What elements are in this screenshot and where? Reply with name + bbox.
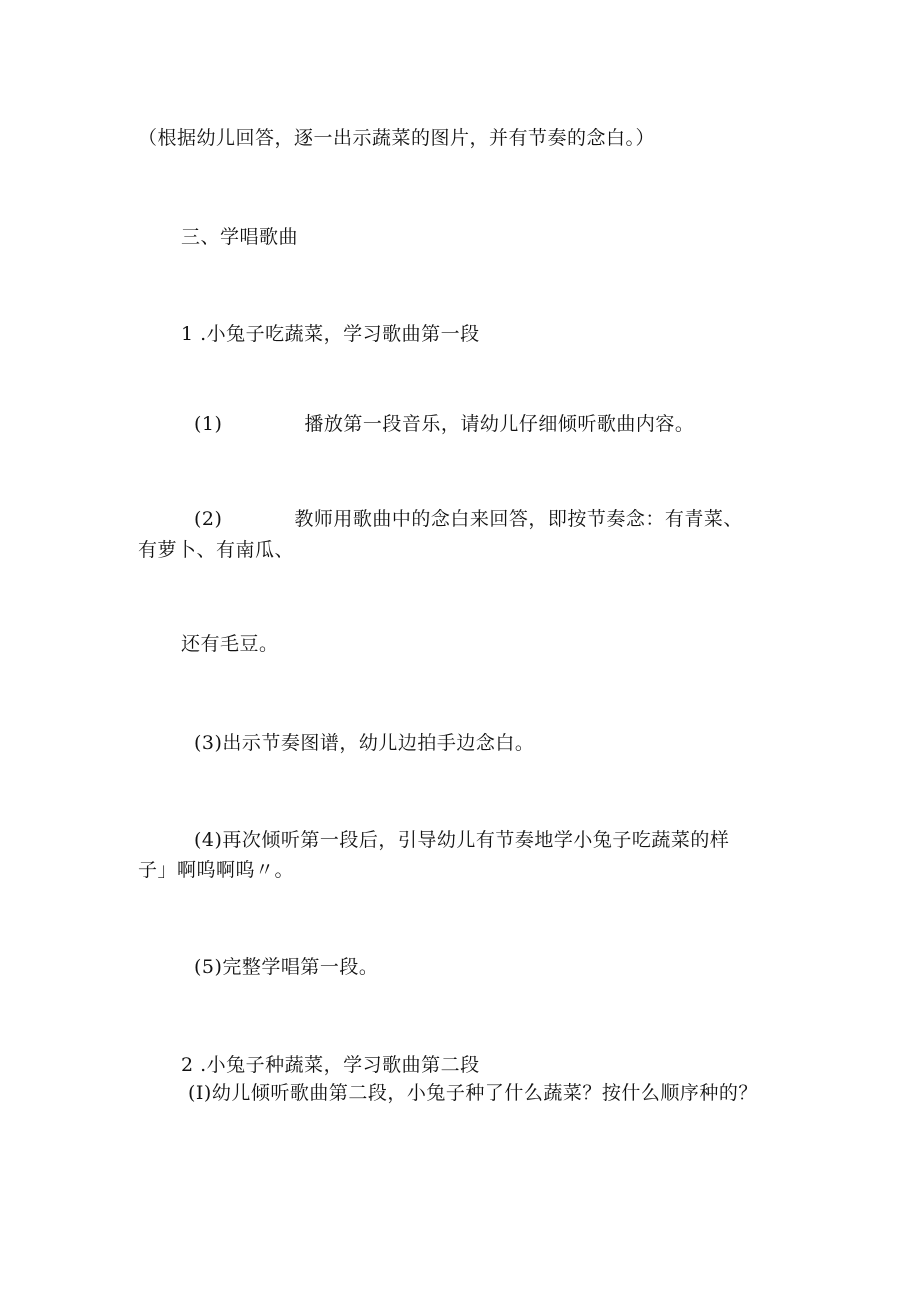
step-1-4-continuation: 子」啊呜啊呜〃。 [138,859,295,881]
step-1-2 [194,505,743,533]
step-1-1 [194,410,694,438]
step-number: (5) [194,956,223,978]
step-text: 幼儿倾听歌曲第二段，小兔子种了什么蔬菜？按什么顺序种的？ [211,1082,758,1104]
step-text: 完整学唱第一段。 [222,956,379,978]
section-heading-3: 三、学唱歌曲 [181,226,299,248]
step-number: (4) [194,829,223,851]
step-1-2-continuation: 有萝卜、有南瓜、 [138,539,295,561]
step-number: (3) [194,732,223,754]
step-1-3 [194,729,534,757]
step-number: (2) [194,508,223,530]
intro-note: （根据幼儿回答，逐一出示蔬菜的图片，并有节奏的念白。） [138,127,656,149]
step-number: (1) [194,413,223,435]
step-number: (I) [188,1082,212,1104]
step-text: 再次倾听第一段后，引导幼儿有节奏地学小兔子吃蔬菜的样 [222,829,730,851]
step-text: 出示节奏图谱，幼儿边拍手边念白。 [222,732,535,754]
step-text: 播放第一段音乐，请幼儿仔细倾听歌曲内容。 [304,413,695,435]
part2-heading: 2 .小兔子种蔬菜，学习歌曲第二段 [181,1054,480,1076]
step-1-4 [194,826,729,854]
step-1-5 [194,953,378,981]
step-text: 教师用歌曲中的念白来回答，即按节奏念：有青菜、 [294,508,743,530]
step-1-2-continuation-2: 还有毛豆。 [181,633,279,655]
part1-heading: 1 .小兔子吃蔬菜，学习歌曲第一段 [181,323,480,345]
step-2-1 [188,1079,758,1107]
